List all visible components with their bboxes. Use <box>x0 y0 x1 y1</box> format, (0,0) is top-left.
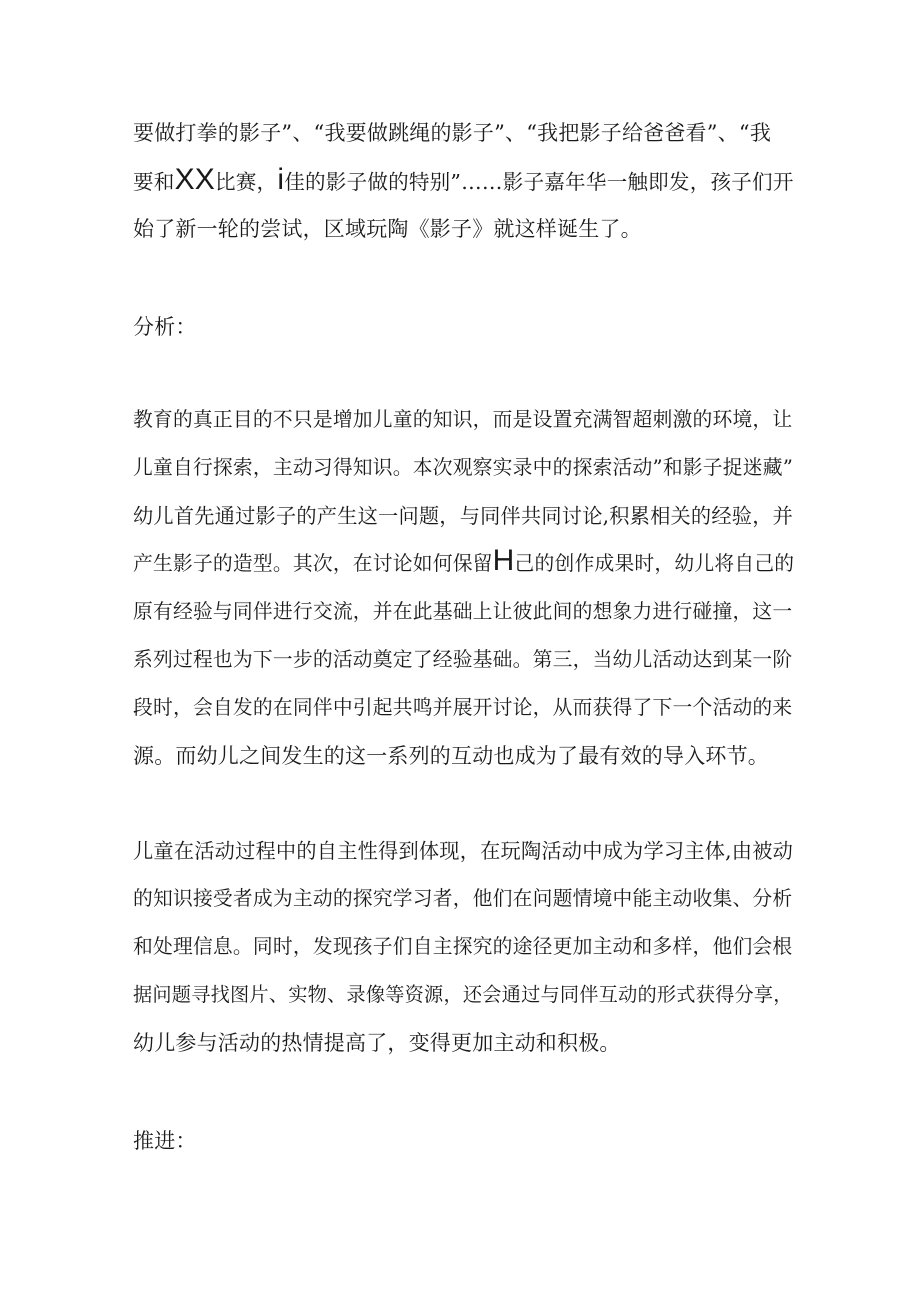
paragraph-3-line-4: 据问题寻找图片、实物、录像等资源，还会通过与同伴互动的形式获得分享， <box>133 983 793 1006</box>
heading-advance: 推进： <box>133 1129 197 1153</box>
paragraph-2-line-5: 原有经验与同伴进行交流，并在此基础上让彼此间的想象力进行碰撞，这一 <box>133 600 793 623</box>
paragraph-3-line-5: 幼儿参与活动的热情提高了，变得更加主动和积极。 <box>133 1031 621 1055</box>
paragraph-1-line-2 <box>133 163 794 198</box>
heading-analysis: 分析： <box>133 315 197 339</box>
paragraph-2-line-3: 幼儿首先通过影子的产生这一问题，与同伴共同讨论,积累相关的经验，并 <box>133 504 794 528</box>
paragraph-2-line-8: 源。而幼儿之间发生的这一系列的互动也成为了最有效的导入环节。 <box>133 744 769 768</box>
text-segment: 佳的影子做的特别”……影子嘉年华一触即发，孩子们开 <box>284 170 794 194</box>
ocr-artifact-glyph: XX <box>174 163 215 196</box>
paragraph-1-line-1: 要做打拳的影子”、“我要做跳绳的影子”、“我把影子给爸爸看”、“我 <box>133 121 772 145</box>
paragraph-3-line-3: 和处理信息。同时，发现孩子们自主探究的途径更加主动和多样，他们会根 <box>133 935 793 958</box>
paragraph-3-line-2: 的知识接受者成为主动的探究学习者，他们在问题情境中能主动收集、分析 <box>133 887 793 910</box>
text-segment: 产生影子的造型。其次，在讨论如何保留 <box>133 552 493 575</box>
paragraph-2-line-2: 儿童自行探索，主动习得知识。本次观察实录中的探索活动”和影子捉迷藏” <box>133 456 794 479</box>
ocr-artifact-glyph: H <box>492 544 515 577</box>
ocr-artifact-glyph: i <box>277 163 285 196</box>
paragraph-2-line-7: 段时，会自发的在同伴中引起共鸣并展开讨论，从而获得了下一个活动的来 <box>133 696 793 719</box>
paragraph-2-line-1: 教育的真正目的不只是增加儿童的知识，而是设置充满智超刺激的环境，让 <box>133 408 793 431</box>
paragraph-2-line-6: 系列过程也为下一步的活动奠定了经验基础。第三，当幼儿活动达到某一阶 <box>133 648 793 671</box>
paragraph-1-line-3: 始了新一轮的尝试，区域玩陶《影子》就这样诞生了。 <box>133 217 642 241</box>
paragraph-3-line-1: 儿童在活动过程中的自主性得到体现，在玩陶活动中成为学习主体,由被动 <box>133 839 794 863</box>
paragraph-2-line-4 <box>133 544 795 580</box>
text-segment: 比赛， <box>214 170 278 194</box>
text-segment: 要和 <box>133 170 175 194</box>
text-segment: 己的创作成果时，幼儿将自己的 <box>514 552 795 575</box>
